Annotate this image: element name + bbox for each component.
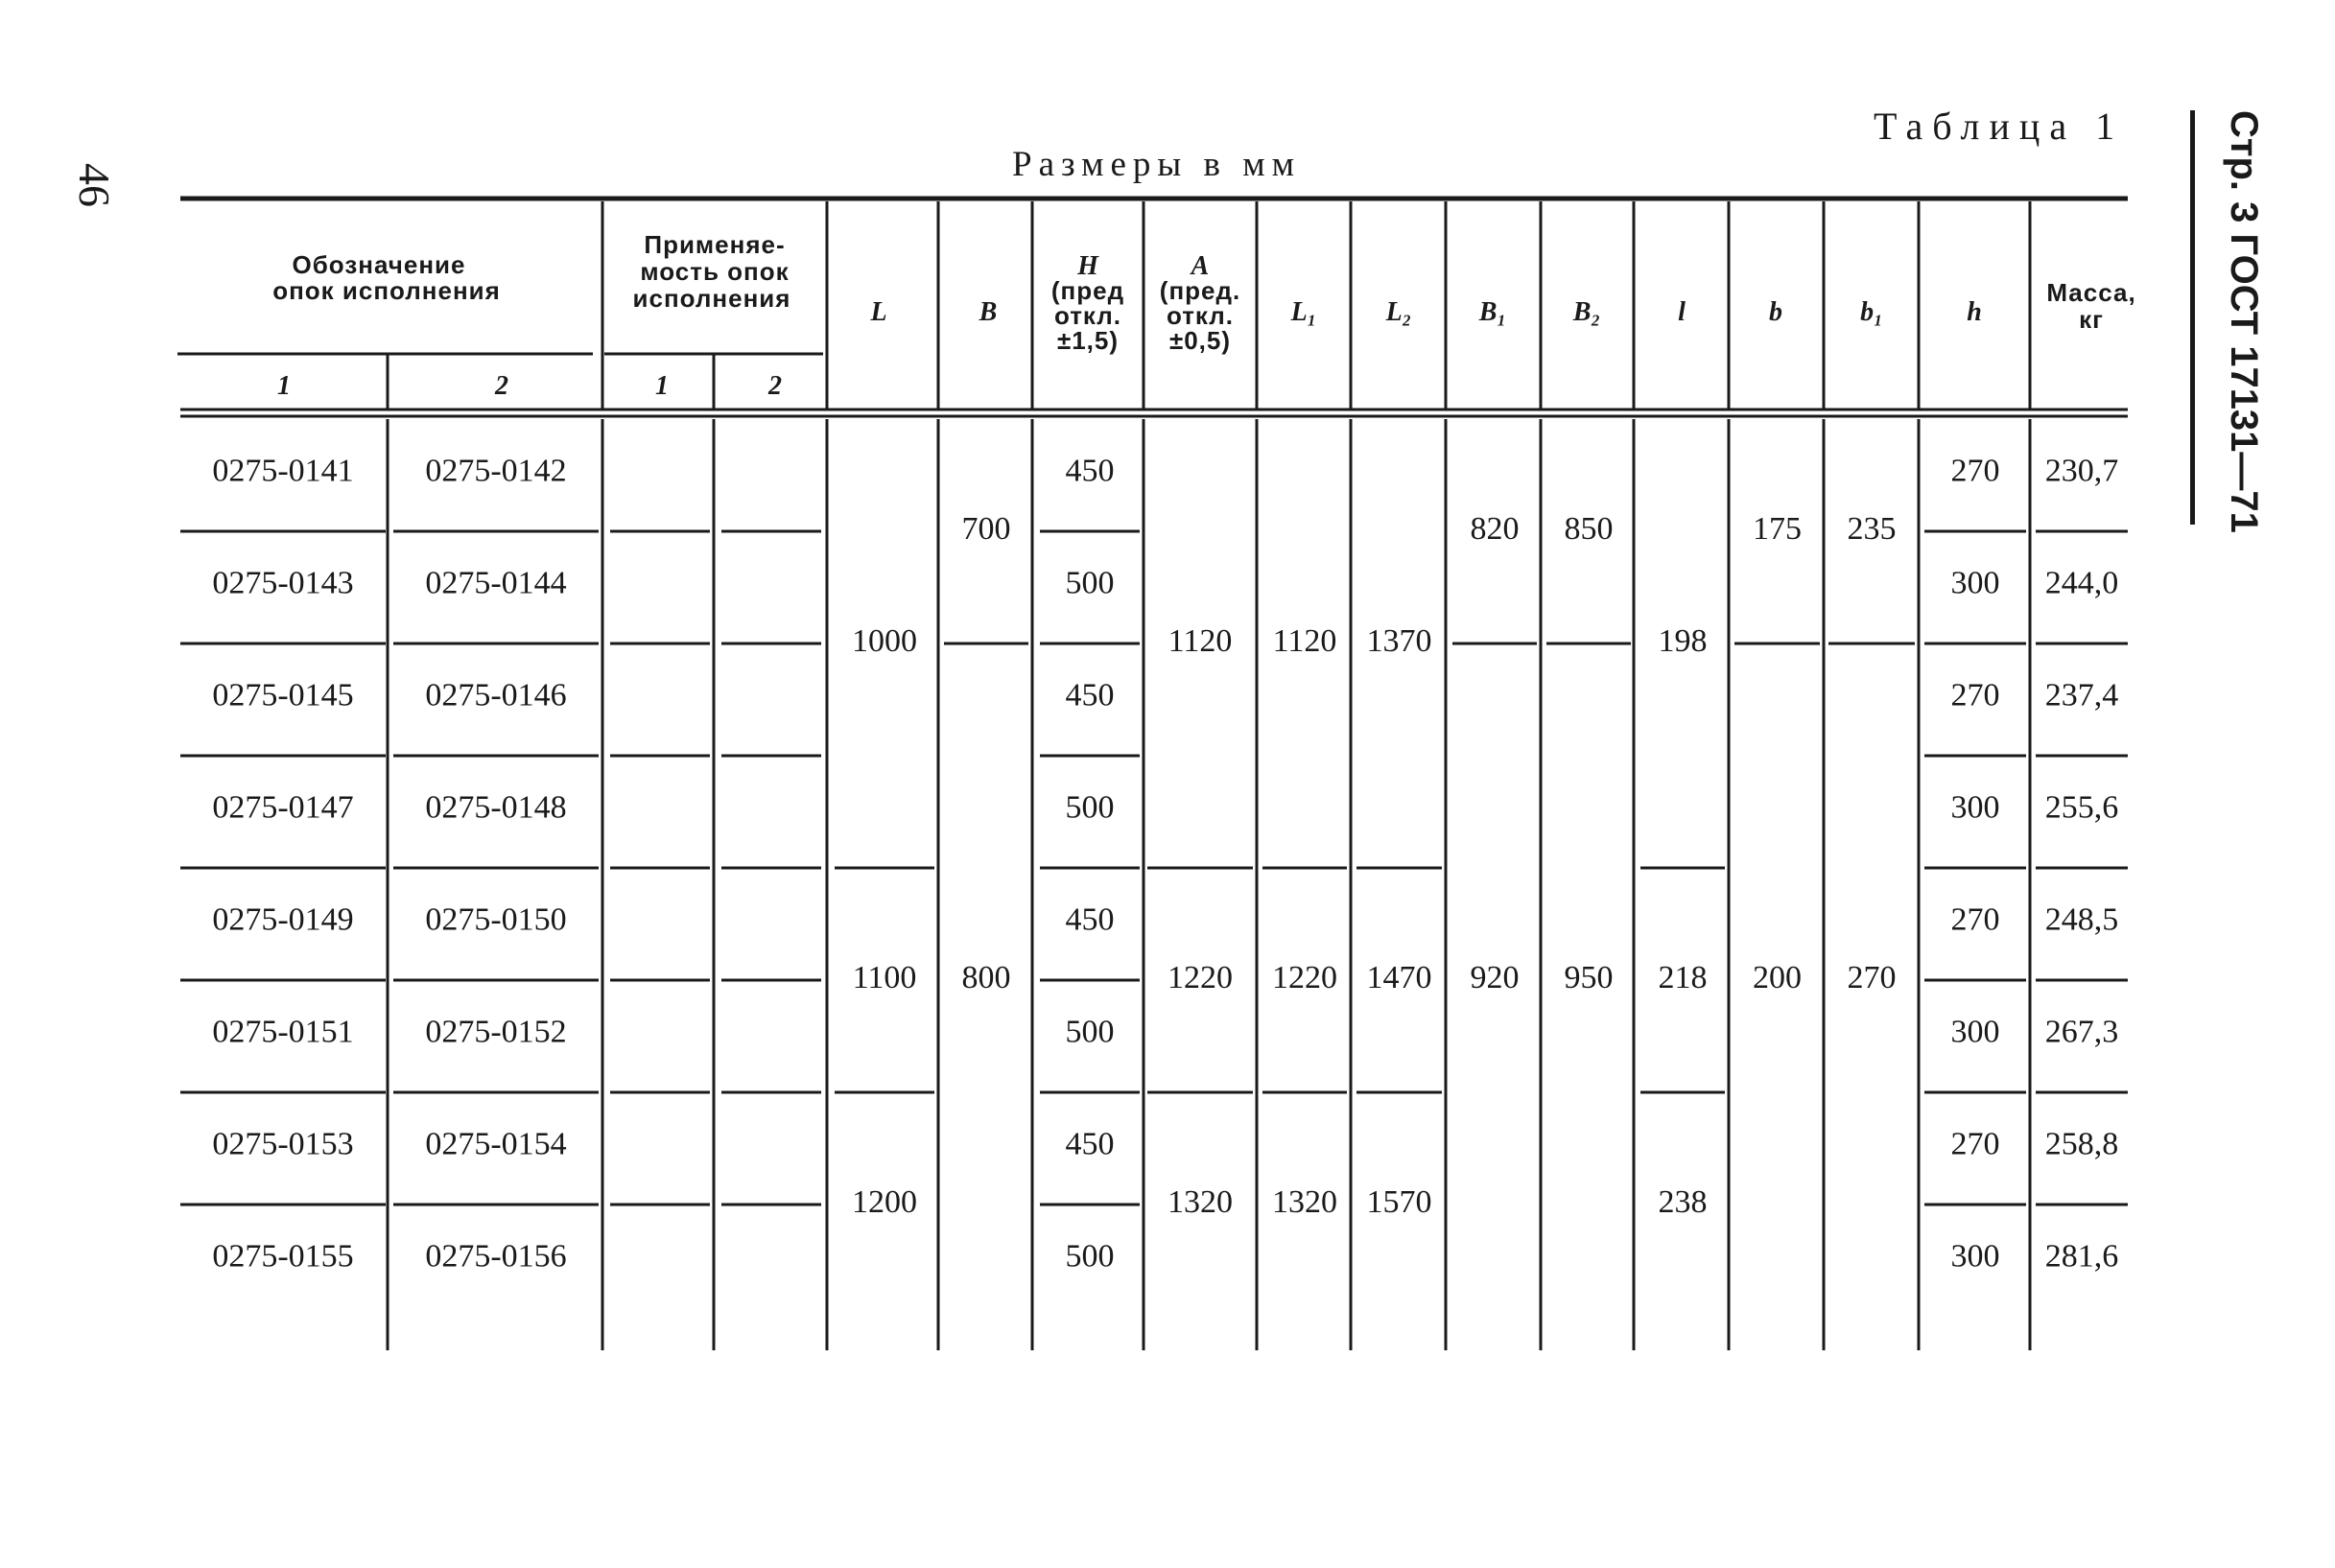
designation-1-cell: 0275-0141 <box>212 453 354 489</box>
designation-1-cell: 0275-0149 <box>212 901 354 938</box>
H-cell: 500 <box>1065 789 1115 826</box>
header-A: A <box>1191 251 1210 281</box>
designation-2-cell: 0275-0154 <box>425 1126 567 1162</box>
h-cell: 300 <box>1950 1014 2000 1050</box>
group-cell-l1: 1120 <box>1272 622 1337 659</box>
group-cell-b1: 235 <box>1847 510 1897 547</box>
header-b: b <box>1769 297 1782 327</box>
header-H-note-2: откл. <box>1053 301 1122 330</box>
h-cell: 300 <box>1950 789 2000 826</box>
group-cell-l: 1000 <box>852 622 917 659</box>
header-applicability-sub-1: 1 <box>655 371 669 401</box>
header-B: B <box>979 297 998 327</box>
designation-2-cell: 0275-0148 <box>425 789 567 826</box>
group-cell-a: 1220 <box>1168 959 1233 995</box>
h-cell: 270 <box>1950 1126 2000 1162</box>
group-cell-l2: 1470 <box>1366 959 1432 995</box>
group-cell-l2: 1370 <box>1366 622 1432 659</box>
group-cell-b2: 950 <box>1564 959 1614 995</box>
header-applicability-line-3: исполнения <box>632 284 791 313</box>
mass-cell: 258,8 <box>2044 1126 2119 1162</box>
header-designation-line-1: Обозначение <box>292 250 466 279</box>
h-cell: 300 <box>1950 1238 2000 1275</box>
table-title: Таблица 1 <box>1874 105 2125 148</box>
designation-1-cell: 0275-0143 <box>212 565 354 601</box>
group-cell-l1: 1220 <box>1272 959 1337 995</box>
group-cell-l1: 1320 <box>1272 1183 1337 1220</box>
designation-2-cell: 0275-0156 <box>425 1238 567 1275</box>
h-cell: 270 <box>1950 677 2000 714</box>
header-mass-line-1: Масса, <box>2046 278 2136 307</box>
group-cell-l: 1100 <box>852 959 917 995</box>
group-cell-l: 1200 <box>852 1183 917 1220</box>
group-cell-l: 198 <box>1658 622 1708 659</box>
h-cell: 270 <box>1950 901 2000 938</box>
gost-page-label: Стр. 3 ГОСТ 17131—71 <box>2223 110 2265 533</box>
mass-cell: 237,4 <box>2044 677 2119 714</box>
header-L: L <box>870 297 887 327</box>
h-cell: 300 <box>1950 565 2000 601</box>
header-H-note-1: (пред <box>1050 276 1125 305</box>
designation-2-cell: 0275-0150 <box>425 901 567 938</box>
designation-1-cell: 0275-0147 <box>212 789 354 826</box>
group-cell-b: 700 <box>961 510 1011 547</box>
designation-1-cell: 0275-0153 <box>212 1126 354 1162</box>
group-cell-a: 1120 <box>1168 622 1233 659</box>
mass-cell: 244,0 <box>2044 565 2119 601</box>
table-body <box>180 419 2128 1350</box>
H-cell: 500 <box>1065 565 1115 601</box>
group-cell-l: 218 <box>1658 959 1708 995</box>
h-cell: 270 <box>1950 453 2000 489</box>
group-cell-b2: 850 <box>1564 510 1614 547</box>
designation-2-cell: 0275-0152 <box>425 1014 567 1050</box>
designation-1-cell: 0275-0145 <box>212 677 354 714</box>
header-applicability-sub-2: 2 <box>768 371 782 401</box>
H-cell: 500 <box>1065 1238 1115 1275</box>
mass-cell: 267,3 <box>2044 1014 2119 1050</box>
header-applicability-line-2: мость опок <box>640 257 790 286</box>
header-H-note-3: ±1,5) <box>1056 326 1120 355</box>
mass-cell: 255,6 <box>2044 789 2119 826</box>
header-H: H <box>1077 251 1098 281</box>
designation-2-cell: 0275-0144 <box>425 565 567 601</box>
group-cell-b1: 270 <box>1847 959 1897 995</box>
group-cell-b: 800 <box>961 959 1011 995</box>
designation-1-cell: 0275-0155 <box>212 1238 354 1275</box>
group-cell-l2: 1570 <box>1366 1183 1432 1220</box>
header-L2: L₂ <box>1385 297 1412 327</box>
mass-cell: 281,6 <box>2044 1238 2119 1275</box>
designation-2-cell: 0275-0142 <box>425 453 567 489</box>
group-cell-b1: 920 <box>1470 959 1520 995</box>
units-caption: Размеры в мм <box>1012 145 1302 184</box>
header-designation-line-2: опок исполнения <box>272 276 501 305</box>
group-cell-a: 1320 <box>1168 1183 1233 1220</box>
header-A-note-3: ±0,5) <box>1168 326 1232 355</box>
header-h: h <box>1967 297 1982 327</box>
header-A-note-2: откл. <box>1166 301 1235 330</box>
header-designation-sub-2: 2 <box>495 371 508 401</box>
header-designation-sub-1: 1 <box>277 371 291 401</box>
header-mass-line-2: кг <box>2079 305 2104 334</box>
header-B1: B₁ <box>1478 297 1507 327</box>
designation-1-cell: 0275-0151 <box>212 1014 354 1050</box>
H-cell: 450 <box>1065 901 1115 938</box>
header-A-note-1: (пред. <box>1159 276 1241 305</box>
H-cell: 450 <box>1065 1126 1115 1162</box>
header-b1: b₁ <box>1860 297 1883 327</box>
designation-2-cell: 0275-0146 <box>425 677 567 714</box>
group-cell-b: 175 <box>1753 510 1802 547</box>
group-cell-b1: 820 <box>1470 510 1520 547</box>
mass-cell: 248,5 <box>2044 901 2119 938</box>
H-cell: 450 <box>1065 677 1115 714</box>
side-page-number: 46 <box>70 163 119 207</box>
header-L1: L₁ <box>1290 297 1317 327</box>
header-l: l <box>1678 297 1686 327</box>
mass-cell: 230,7 <box>2044 453 2119 489</box>
group-cell-l: 238 <box>1658 1183 1708 1220</box>
header-applicability-line-1: Применяе- <box>644 230 786 259</box>
H-cell: 450 <box>1065 453 1115 489</box>
H-cell: 500 <box>1065 1014 1115 1050</box>
header-B2: B₂ <box>1572 297 1601 327</box>
group-cell-b: 200 <box>1753 959 1802 995</box>
